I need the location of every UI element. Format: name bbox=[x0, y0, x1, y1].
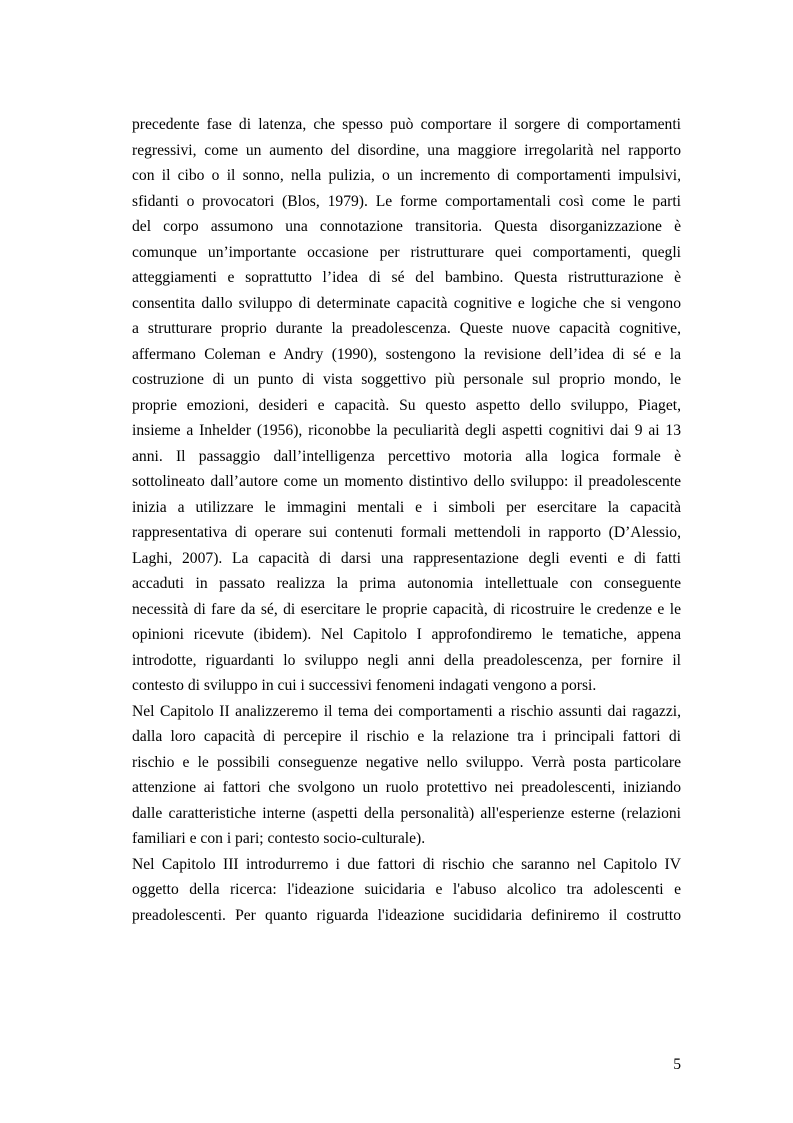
text-line: accaduti in passato realizza la prima autonomia intellettuale con conseguente bbox=[132, 575, 681, 592]
text-line: sfidanti o provocatori (Blos, 1979). Le forme comportamentali così come le parti bbox=[132, 192, 681, 210]
page-number: 5 bbox=[673, 1056, 681, 1073]
text-line: proprie emozioni, desideri e capacità. Su questo aspetto dello sviluppo, Piaget, bbox=[132, 396, 681, 414]
text-line: oggetto della ricerca: l'ideazione suicidaria e l'abuso alcolico tra adolescenti e bbox=[132, 881, 681, 898]
text-line: Nel Capitolo II analizzeremo il tema dei comportamenti a rischio assunti dai ragazzi, bbox=[132, 702, 681, 720]
text-line: comunque un’importante occasione per ristrutturare quei comportamenti, quegli bbox=[132, 243, 681, 261]
text-line: Laghi, 2007). La capacità di darsi una rappresentazione degli eventi e di fatti bbox=[132, 549, 681, 567]
text-line: insieme a Inhelder (1956), riconobbe la peculiarità degli aspetti cognitivi dai 9 ai 13 bbox=[132, 422, 681, 439]
text-line: attenzione ai fattori che svolgono un ruolo protettivo nei preadolescenti, iniziando bbox=[132, 779, 681, 796]
text-line: inizia a utilizzare le immagini mentali e i simboli per esercitare la capacità bbox=[132, 498, 681, 516]
text-line: necessità di fare da sé, di esercitare le proprie capacità, di ricostruire le credenze e le bbox=[132, 600, 681, 618]
text-line: precedente fase di latenza, che spesso può comportare il sorgere di comportamenti bbox=[132, 116, 681, 133]
text-line: a strutturare proprio durante la preadolescenza. Queste nuove capacità cognitive, bbox=[132, 320, 681, 337]
text-line: introdotte, riguardanti lo sviluppo negli anni della preadolescenza, per fornire il bbox=[132, 651, 681, 669]
text-line: del corpo assumono una connotazione transitoria. Questa disorganizzazione è bbox=[132, 218, 681, 235]
text-line: sottolineato dall’autore come un momento distintivo dello sviluppo: il preadolescente bbox=[132, 473, 681, 490]
text-line: con il cibo o il sonno, nella pulizia, o un incremento di comportamenti impulsivi, bbox=[132, 167, 681, 184]
text-line: opinioni ricevute (ibidem). Nel Capitolo I approfondiremo le tematiche, appena bbox=[132, 626, 681, 643]
text-line: Nel Capitolo III introdurremo i due fattori di rischio che saranno nel Capitolo IV bbox=[132, 855, 681, 873]
text-line: dalla loro capacità di percepire il rischio e la relazione tra i principali fattori di bbox=[132, 728, 681, 745]
text-line: dalle caratteristiche interne (aspetti della personalità) all'esperienze esterne (relazioni bbox=[132, 804, 681, 822]
text-line: contesto di sviluppo in cui i successivi fenomeni indagati vengono a porsi. bbox=[132, 677, 597, 694]
text-line: rappresentativa di operare sui contenuti formali mettendoli in rapporto (D’Alessio, bbox=[132, 524, 681, 541]
text-line: atteggiamenti e soprattutto l’idea di sé del bambino. Questa ristrutturazione è bbox=[132, 269, 681, 286]
text-line: familiari e con i pari; contesto socio-culturale). bbox=[132, 830, 426, 847]
text-line: rischio e le possibili conseguenze negative nello sviluppo. Verrà posta particolare bbox=[132, 753, 681, 771]
body-text bbox=[132, 112, 681, 928]
text-line: consentita dallo sviluppo di determinate capacità cognitive e logiche che si vengono bbox=[132, 294, 681, 312]
text-line: affermano Coleman e Andry (1990), sostengono la revisione dell’idea di sé e la bbox=[132, 345, 681, 363]
text-line: preadolescenti. Per quanto riguarda l'ideazione sucididaria definiremo il costrutto bbox=[132, 906, 681, 924]
text-line: costruzione di un punto di vista soggettivo più personale sul proprio mondo, le bbox=[132, 371, 681, 388]
text-line: regressivi, come un aumento del disordine, una maggiore irregolarità nel rapporto bbox=[132, 141, 681, 159]
text-line: anni. Il passaggio dall’intelligenza percettivo motoria alla logica formale è bbox=[132, 447, 681, 465]
